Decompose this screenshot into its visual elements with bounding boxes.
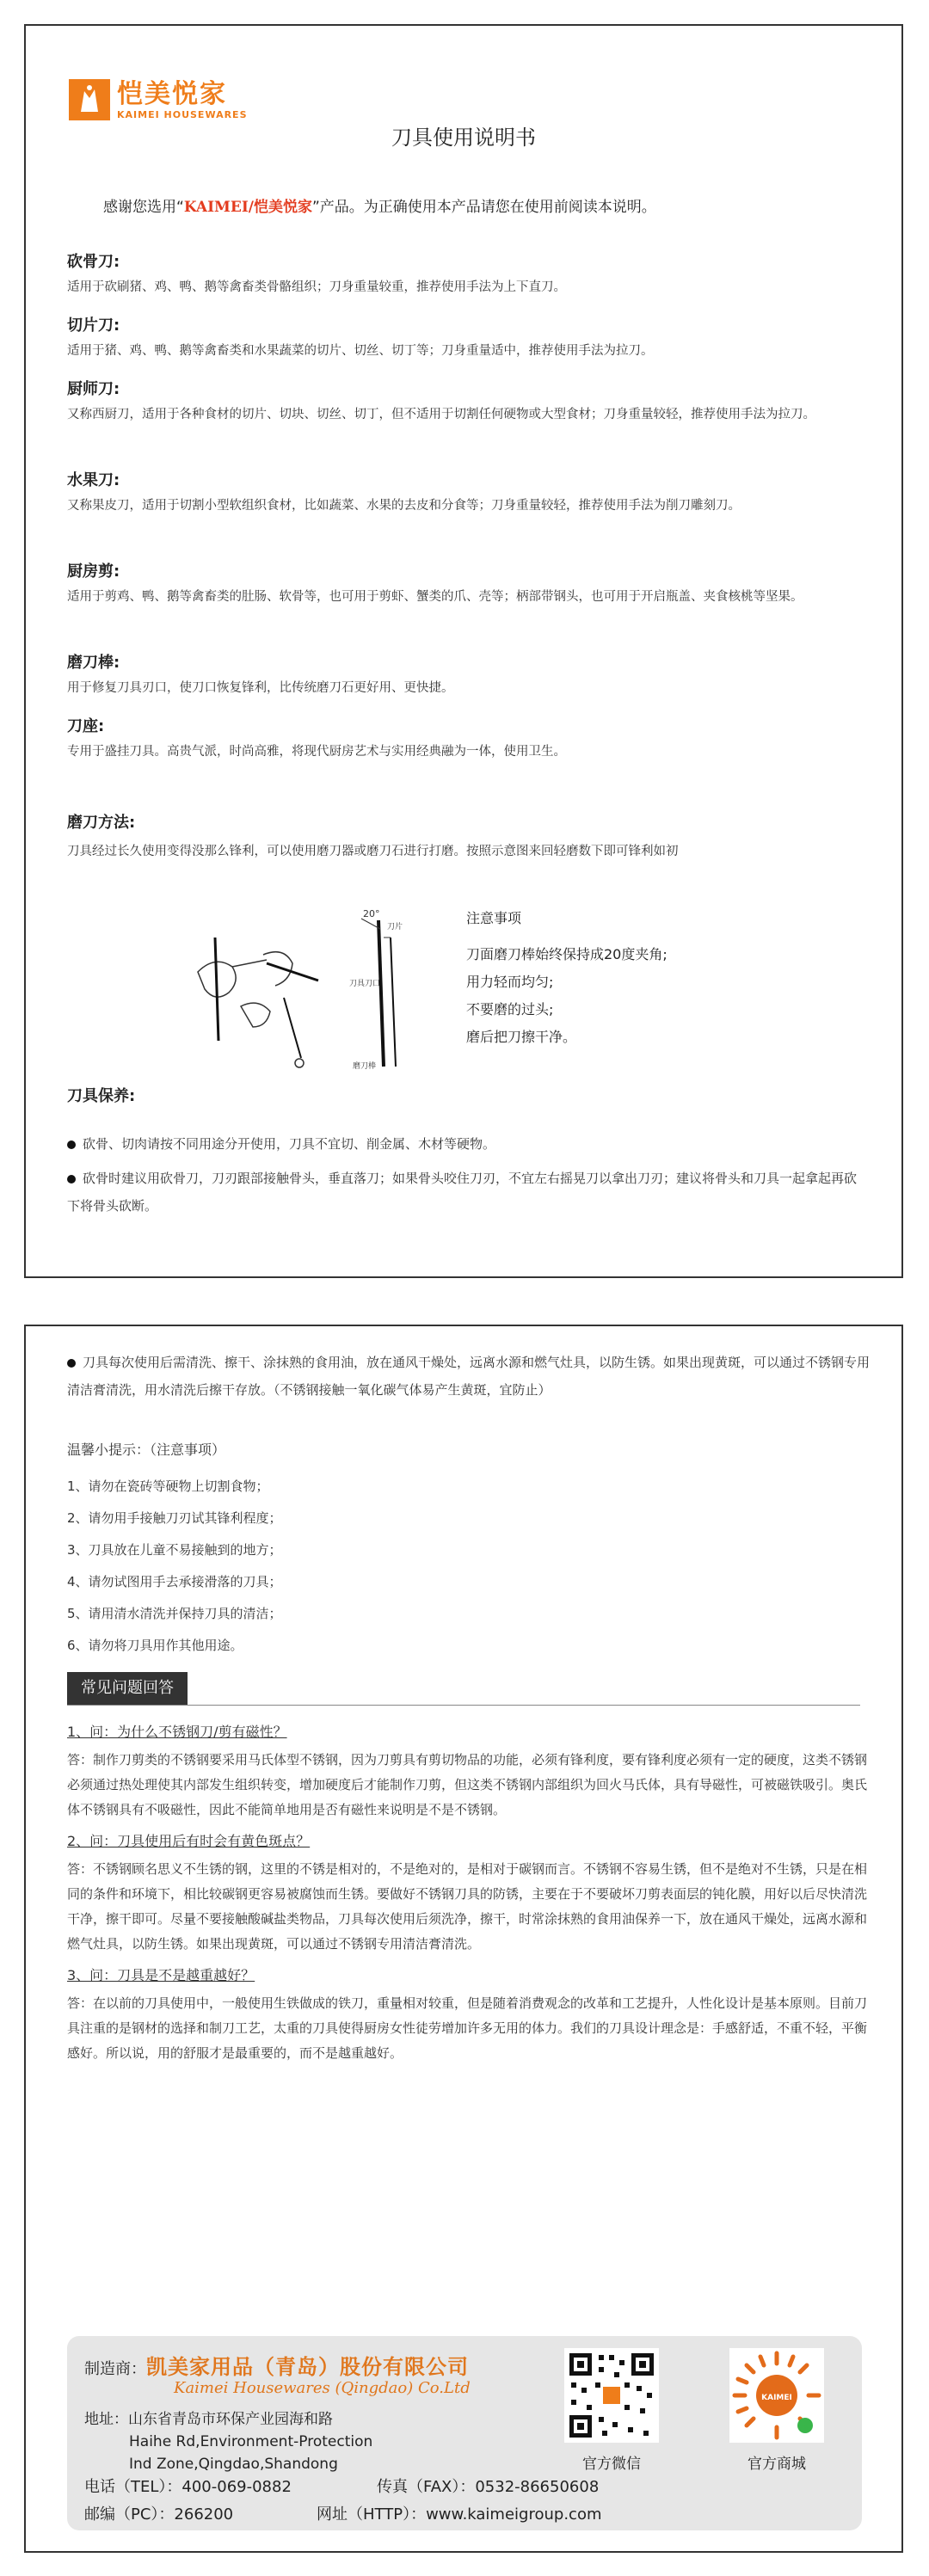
diagram-edge-label: 刀具刀口 [349, 980, 381, 988]
diagram-angle-label: 20° [363, 908, 380, 919]
section-sharpening-method: 磨刀方法: 刀具经过长久使用变得没那么锋利，可以使用磨刀器或磨刀石进行打磨。按照示意图来回轻磨数下即可锋利如初 [67, 814, 679, 858]
manual-page-1 [24, 24, 903, 1278]
care-bullet: 砍骨、切肉请按不同用途分开使用，刀具不宜切、削金属、木材等硬物。 [67, 1130, 858, 1158]
tips-title: 温馨小提示：（注意事项） [67, 1442, 226, 1458]
faq-question: 2、问：刀具使用后有时会有黄色斑点？ [67, 1833, 311, 1849]
faq-divider [67, 1705, 860, 1706]
faq-question: 1、问：为什么不锈钢刀/剪有磁性？ [67, 1724, 287, 1740]
tip-item: 5、请用清水清洗并保持刀具的清洁； [67, 1606, 282, 1621]
wechat-qr-label: 官方微信 [582, 2456, 641, 2473]
note-item: 磨后把刀擦干净。 [466, 1029, 577, 1045]
company-footer [67, 2336, 862, 2530]
note-item: 刀面磨刀棒始终保持成20度夹角; [466, 946, 668, 962]
tip-item: 1、请勿在瓷砖等硬物上切割食物； [67, 1479, 269, 1494]
care-bullet-continued: 刀具每次使用后需清洗、擦干、涂抹熟的食用油，放在通风干燥处，远离水源和燃气灶具，以防生锈。如果出现黄斑，可以通过不锈钢专用清洁膏清洗，用水清洗后擦干存放。（不锈钢接触一氧化碳气体易产生黄斑，宜防止） [67, 1355, 871, 1398]
section-knife-block: 刀座: 专用于盛挂刀具。高贵气派，时尚高雅，将现代厨房艺术与实用经典融为一体，使用卫生。 [67, 717, 566, 759]
faq-answer: 答：制作刀剪类的不锈钢要采用马氏体型不锈钢，因为刀剪具有剪切物品的功能，必须有锋利度，要有锋利度必须有一定的硬度，这类不锈钢必须通过热处理使其内部发生组织转变，增加硬度后才能制作刀剪，但这类不锈钢内部组织为回火马氏体，具有导磁性，可被磁铁吸引。奥氏体不锈钢具有不吸磁性，因此不能简单地用是否有磁性来说明是不是不锈钢。 [67, 1752, 868, 1817]
footer-contact [84, 2474, 602, 2529]
wechat-qr-icon[interactable] [564, 2348, 659, 2443]
section-slicing-knife: 切片刀: 适用于猪、鸡、鸭、鹅等禽畜类和水果蔬菜的切片、切丝、切丁等；刀身重量适中，推荐使用手法为拉刀。 [67, 317, 654, 358]
mall-qr-icon[interactable] [729, 2348, 824, 2443]
footer-address: 地址：山东省青岛市环保产业园海和路 Haihe Rd,Environment-Protection Ind Zone,Qingdao,Shandong [84, 2411, 373, 2473]
footer-web[interactable]: 网址（HTTP）：www.kaimeigroup.com [317, 2505, 602, 2524]
sharpening-diagram [181, 903, 456, 1075]
intro-brand: KAIMEI/恺美悦家 [183, 199, 312, 216]
logo-mark-icon [69, 79, 110, 120]
diagram-rod-label: 磨刀棒 [353, 1062, 377, 1071]
faq-question: 3、问：刀具是不是越重越好？ [67, 1967, 255, 1983]
tip-item: 6、请勿将刀具用作其他用途。 [67, 1638, 243, 1653]
company-name-en: Kaimei Housewares (Qingdao) Co.Ltd [174, 2379, 471, 2397]
page-title: 刀具使用说明书 [391, 126, 536, 150]
tip-item: 4、请勿试图用手去承接滑落的刀具； [67, 1574, 282, 1589]
section-knife-care: 刀具保养: 砍骨、切肉请按不同用途分开使用，刀具不宜切、削金属、木材等硬物。 砍骨时建议用砍骨刀，刀刃跟部接触骨头，垂直落刀；如果骨头咬住刀刃，不宜左右摇晃刀以拿出刀刃；建议将骨头和刀具一起拿起再砍下将骨头砍断。 [67, 1084, 858, 1220]
faq-title: 常见问题回答 [67, 1672, 188, 1705]
tip-item: 2、请勿用手接触刀刃试其锋利程度； [67, 1510, 282, 1526]
notes-title: 注意事项 [466, 910, 522, 926]
faq-answer: 答：在以前的刀具使用中，一般使用生铁做成的铁刀，重量相对较重，但是随着消费观念的改革和工艺提升，人性化设计是基本原则。目前刀具注重的是钢材的选择和制刀工艺，太重的刀具使得厨房女性徒劳增加许多无用的体力。我们的刀具设计理念是：手感舒适，不重不轻，平衡感好。所以说，用的舒服才是最重要的，而不是越重越好。 [67, 1995, 868, 2061]
intro-text: 感谢您选用“KAIMEI/恺美悦家”产品。为正确使用本产品请您在使用前阅读本说明。 [103, 199, 656, 216]
note-item: 用力轻而均匀; [466, 974, 554, 990]
tips-list [67, 1436, 876, 1662]
footer-zip: 邮编（PC）：266200 [84, 2505, 234, 2524]
note-item: 不要磨的过头; [466, 1001, 554, 1017]
tip-item: 3、刀具放在儿童不易接触到的地方； [67, 1542, 282, 1558]
diagram-blade-label: 刀片 [387, 923, 403, 931]
section-sharpening-rod: 磨刀棒: 用于修复刀具刃口，使刀口恢复锋利，比传统磨刀石更好用、更快捷。 [67, 654, 454, 695]
section-chef-knife: 厨师刀: 又称西厨刀，适用于各种食材的切片、切块、切丝、切丁，但不适用于切割任何硬物或大型食材；刀身重量较轻，推荐使用手法为拉刀。 [67, 380, 815, 421]
faq-answer: 答：不锈钢顾名思义不生锈的钢，这里的不锈是相对的，不是绝对的，是相对于碳钢而言。不锈钢不容易生锈，但不是绝对不生锈，只是在相同的条件和环境下，相比较碳钢更容易被腐蚀而生锈。要做好不锈钢刀具的防锈，主要在于不要破坏刀剪表面层的钝化膜，用好以后尽快清洗干净，擦干即可。尽量不要接触酸碱盐类物品，刀具每次使用后须洗净，擦干，时常涂抹熟的食用油保养一下，放在通风干燥处，远离水源和燃气灶具，以防生锈。如果出现黄斑，可以通过不锈钢专用清洁膏清洗。 [67, 1861, 868, 1952]
footer-company [84, 2350, 471, 2397]
brand-logo [69, 79, 248, 120]
section-fruit-knife: 水果刀: 又称果皮刀，适用于切割小型软组织食材，比如蔬菜、水果的去皮和分食等；刀身重量较轻，推荐使用手法为削刀雕刻刀。 [67, 471, 741, 513]
logo-english: KAIMEI HOUSEWARES [117, 108, 248, 120]
footer-fax: 传真（FAX）：0532-86650608 [377, 2478, 600, 2496]
footer-tel: 电话（TEL）：400-069-0882 [84, 2478, 292, 2496]
maker-label: 制造商： [84, 2360, 146, 2378]
care-bullet: 砍骨时建议用砍骨刀，刀刃跟部接触骨头，垂直落刀；如果骨头咬住刀刃，不宜左右摇晃刀以拿出刀刃；建议将骨头和刀具一起拿起再砍下将骨头砍断。 [67, 1171, 858, 1214]
logo-chinese: 恺美悦家 [117, 78, 227, 109]
faq-list [67, 1718, 876, 2071]
company-name-cn: 凯美家用品（青岛）股份有限公司 [146, 2354, 469, 2379]
mall-qr-center-text: KAIMEI [761, 2394, 792, 2402]
sharpening-notes [466, 905, 668, 1051]
section-bone-knife: 砍骨刀: 适用于砍刷猪、鸡、鸭、鹅等禽畜类骨骼组织；刀身重量较重，推荐使用手法为上下直刀。 [67, 253, 566, 294]
manual-page-2 [24, 1325, 903, 2553]
section-kitchen-scissors: 厨房剪: 适用于剪鸡、鸭、鹅等禽畜类的肚肠、软骨等，也可用于剪虾、蟹类的爪、壳等；柄部带钢头，也可用于开启瓶盖、夹食核桃等坚果。 [67, 563, 803, 604]
mall-qr-label: 官方商城 [748, 2456, 806, 2473]
